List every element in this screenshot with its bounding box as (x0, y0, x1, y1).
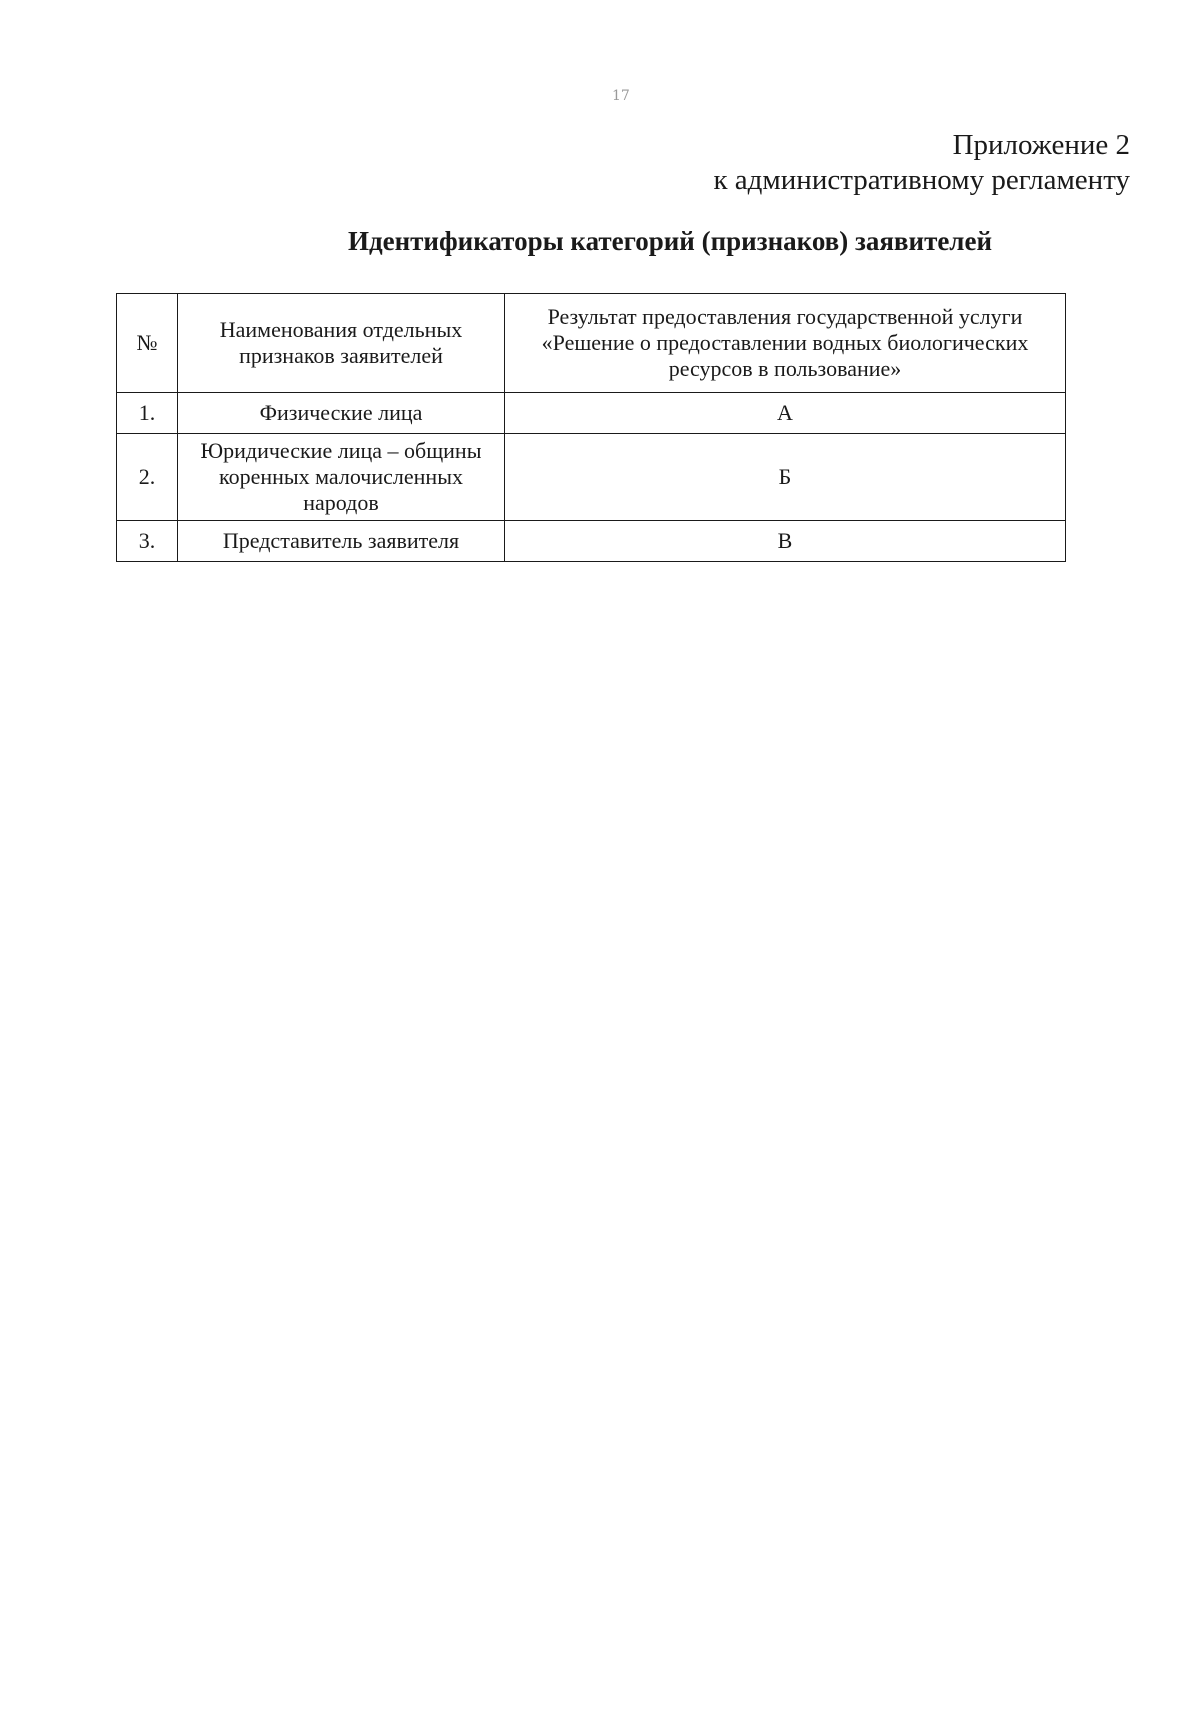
cell-result: Б (505, 434, 1066, 521)
cell-result: А (505, 393, 1066, 434)
cell-name: Физические лица (178, 393, 505, 434)
cell-number: 1. (117, 393, 178, 434)
table-header-row (117, 294, 1066, 393)
table-row (117, 434, 1066, 521)
cell-number: 2. (117, 434, 178, 521)
applicant-categories-table (116, 293, 1066, 562)
header-result: Результат предоставления государственной услуги «Решение о предоставлении водных биологических ресурсов в пользование» (505, 294, 1066, 393)
page-number: 17 (612, 88, 630, 104)
appendix-reference: к административному регламенту (713, 164, 1130, 196)
table-row (117, 521, 1066, 562)
appendix-label: Приложение 2 (952, 129, 1130, 161)
document-title: Идентификаторы категорий (признаков) заявителей (347, 226, 993, 256)
table-row (117, 393, 1066, 434)
header-name: Наименования отдельных признаков заявителей (178, 294, 505, 393)
header-number: № (117, 294, 178, 393)
cell-number: 3. (117, 521, 178, 562)
cell-name: Представитель заявителя (178, 521, 505, 562)
cell-result: В (505, 521, 1066, 562)
cell-name: Юридические лица – общины коренных малочисленных народов (178, 434, 505, 521)
appendix-header (713, 128, 1130, 198)
